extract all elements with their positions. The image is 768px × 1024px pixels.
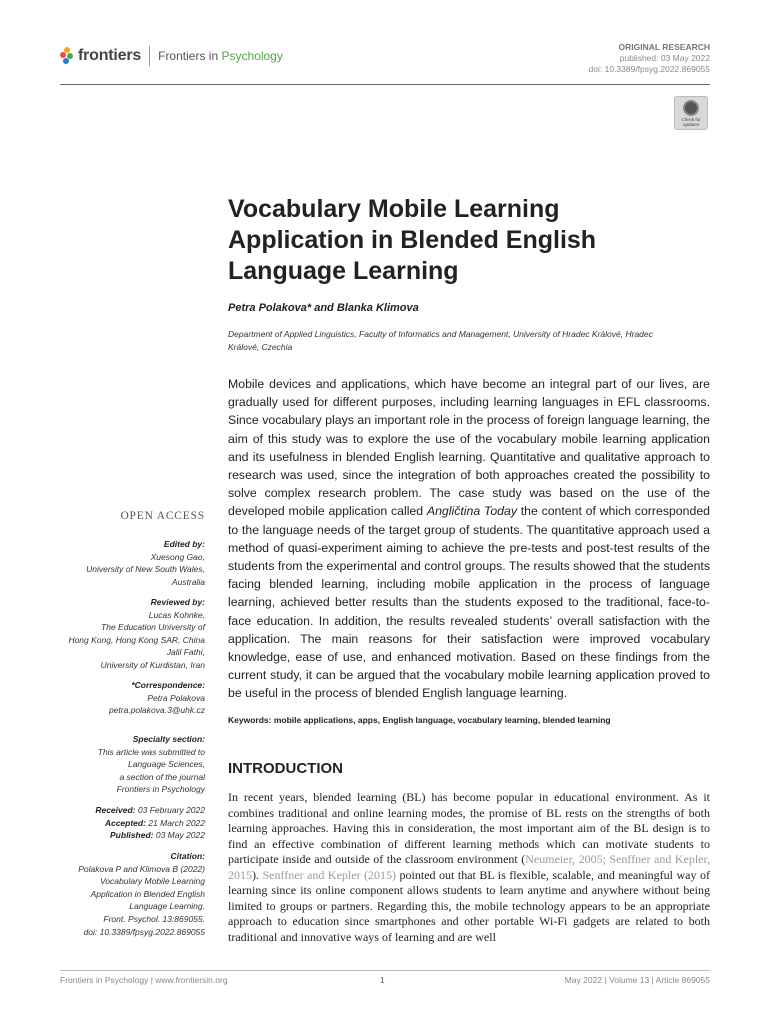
open-access-label: OPEN ACCESS	[120, 510, 205, 522]
dates-block: Received: 03 February 2022 Accepted: 21 March 2022 Published: 03 May 2022	[95, 805, 205, 841]
edited-by-block: Edited by: Xuesong Gao, University of New South Wales, Australia	[86, 539, 205, 587]
specialty-section-block: Specialty section: This article was submitted to Language Sciences, a section of the journal Frontiers in Psychology	[97, 734, 205, 795]
brand-divider	[149, 46, 150, 66]
frontiers-logo-icon	[60, 47, 74, 65]
page-header	[60, 42, 710, 82]
footer-journal-link[interactable]: Frontiers in Psychology | www.frontiersin.org	[60, 975, 228, 985]
article-meta	[589, 42, 710, 75]
citation-link[interactable]: Senffner and Kepler (2015)	[262, 867, 397, 882]
keywords: Keywords: mobile applications, apps, English language, vocabulary learning, blended learning	[228, 715, 611, 725]
abstract: Mobile devices and applications, which have become an integral part of our lives, are gradually used for different purposes, including learning languages in EFL classrooms. Since vocabulary plays an important role in the process of foreign language learning, the aim of this study was to explore the use of the vocabulary mobile learning application and its usefulness in blended English learning. Quantitative and qualitative approach to research was used, since the integration of both approaches created the possibility to solve complex research problem. The case study was based on the use of the developed mobile application called Angličtina Today the content of which corresponded to the language needs of the target group of students. The quantitative approach used a method of quasi-experiment aiming to achieve the pre-tests and post-test results of the students from the experimental and control groups. The results showed that the students facing blended learning, including mobile application in the process of language learning, achieved better results than the students exposed to the traditional, face-to-face education. In addition, the results revealed students’ overall satisfaction with the application. The main reasons for their satisfaction were improved vocabulary knowledge, ease of use, and enhanced motivation. Based on these findings from the current study, it can be argued that the vocabulary mobile learning application proved to be useful in the process of blended English language learning.	[228, 377, 711, 701]
reviewed-by-block: Reviewed by: Lucas Kohnke, The Education University of Hong Kong, Hong Kong SAR, China Jalil Fathi, University of Kurdistan, Iran	[68, 597, 205, 670]
article-title: Vocabulary Mobile Learning Application in Blended English Language Learning	[228, 195, 597, 285]
article-authors: Petra Polakova* and Blanka Klimova	[228, 302, 419, 314]
frontiers-logo-text: frontiers	[78, 47, 142, 64]
article-doi[interactable]: doi: 10.3389/fpsyg.2022.869055	[588, 64, 710, 74]
app-name: Angličtina Today	[426, 504, 517, 519]
journal-brand[interactable]	[60, 46, 283, 66]
check-updates-icon	[683, 100, 699, 116]
citation-block: Citation: Polakova P and Klimova B (2022) Vocabulary Mobile Learning Application in Blended English Language Learning. Front. Psychol. 13:869055. doi: 10.3389/fpsyg.2022.869055	[78, 851, 205, 937]
journal-name: Frontiers in Psychology	[158, 49, 283, 63]
footer-volume-info: May 2022 | Volume 13 | Article 869055	[564, 975, 710, 985]
check-updates-label: Check for updates	[681, 117, 701, 127]
header-rule	[60, 84, 710, 85]
citation-link[interactable]: Neumeier, 2005; Senffner and Kepler, 2015	[228, 852, 710, 882]
section-heading-introduction: INTRODUCTION	[228, 760, 343, 777]
published-date: published: 03 May 2022	[619, 53, 710, 63]
author-affiliation: Department of Applied Linguistics, Faculty of Informatics and Management, University of Hradec Králové, Hradec Králové, Czechia	[228, 329, 653, 352]
page-number: 1	[380, 975, 385, 985]
introduction-text: In recent years, blended learning (BL) has become popular in educational environment. As it combines traditional and online learning modes, the promise of BL rests on the strengths of both learning approaches. Having this in consideration, the most important aim of the BL design is to find an effective combination of different learning methods which can motivate students to participate inside and outside of the classroom environment (Neumeier, 2005; Senffner and Kepler, 2015). Senffner and Kepler (2015) pointed out that BL is flexible, scalable, and meaningful way of learning since its online component allows students to learn anytime and anywhere without being limited to groups or partners. Regarding this, the mobile technology appears to be an appropriate approach to education since smartphones and other portable Wi-Fi gadgets are related to both traditional and innovative ways of learning and are well	[228, 790, 710, 944]
check-for-updates-button[interactable]	[674, 96, 708, 130]
correspondence-block: *Correspondence: Petra Polakova petra.polakova.3@uhk.cz	[45, 679, 205, 717]
correspondence-email[interactable]: petra.polakova.3@uhk.cz	[108, 705, 205, 716]
article-type: ORIGINAL RESEARCH	[618, 42, 710, 52]
footer-rule	[60, 970, 710, 971]
